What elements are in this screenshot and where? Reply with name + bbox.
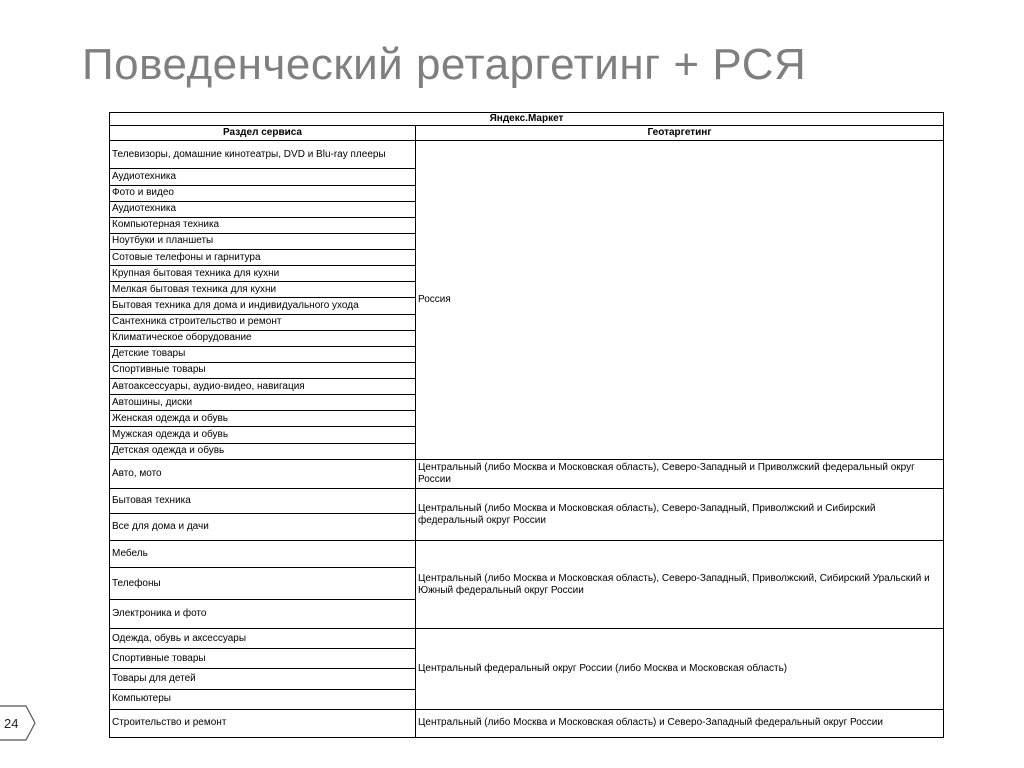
geo-cell: Центральный (либо Москва и Московская область) и Северо-Западный федеральный округ России <box>416 709 944 737</box>
column-header-geo: Геотаргетинг <box>416 126 944 141</box>
table-row: Телефоны <box>110 568 416 599</box>
geo-cell: Россия <box>416 141 944 459</box>
table-top-header: Яндекс.Маркет <box>110 113 944 126</box>
table-row: Женская одежда и обувь <box>110 411 416 427</box>
table-row: Строительство и ремонт <box>110 709 416 737</box>
geo-cell: Центральный федеральный округ России (либо Москва и Московская область) <box>416 628 944 709</box>
slide-title: Поведенческий ретаргетинг + РСЯ <box>82 40 807 89</box>
table-row: Бытовая техника для дома и индивидуального ухода <box>110 298 416 314</box>
table-row: Авто, мото <box>110 459 416 488</box>
table-row: Бытовая техника <box>110 488 416 513</box>
table-row: Все для дома и дачи <box>110 514 416 541</box>
table-row: Аудиотехника <box>110 169 416 185</box>
table-row: Компьютеры <box>110 690 416 709</box>
table-row: Детские товары <box>110 346 416 362</box>
table-row: Крупная бытовая техника для кухни <box>110 266 416 282</box>
column-header-section: Раздел сервиса <box>110 126 416 141</box>
table-row: Детская одежда и обувь <box>110 443 416 459</box>
retargeting-table <box>109 112 944 738</box>
table-row: Товары для детей <box>110 669 416 690</box>
table-row: Аудиотехника <box>110 201 416 217</box>
table-row: Климатическое оборудование <box>110 330 416 346</box>
geo-cell: Центральный (либо Москва и Московская область), Северо-Западный, Приволжский, Сибирский Уральский и Южный федеральный округ России <box>416 541 944 629</box>
table-row: Мебель <box>110 541 416 568</box>
table-row: Одежда, обувь и аксессуары <box>110 628 416 648</box>
table-row: Автоаксессуары, аудио-видео, навигация <box>110 379 416 395</box>
table-row: Ноутбуки и планшеты <box>110 233 416 249</box>
table-row: Спортивные товары <box>110 362 416 378</box>
geo-cell: Центральный (либо Москва и Московская область), Северо-Западный, Приволжский и Сибирский федеральный округ России <box>416 488 944 540</box>
table-row: Электроника и фото <box>110 599 416 628</box>
table-row: Спортивные товары <box>110 649 416 669</box>
table-row: Мелкая бытовая техника для кухни <box>110 282 416 298</box>
table-row: Автошины, диски <box>110 395 416 411</box>
table-row: Сотовые телефоны и гарнитура <box>110 250 416 266</box>
table-row: Фото и видео <box>110 185 416 201</box>
page-number: 24 <box>4 716 19 731</box>
table-row: Сантехника строительство и ремонт <box>110 314 416 330</box>
table-row: Компьютерная техника <box>110 217 416 233</box>
table-row: Мужская одежда и обувь <box>110 427 416 443</box>
geo-cell: Центральный (либо Москва и Московская область), Северо-Западный и Приволжский федеральный округ России <box>416 459 944 488</box>
table-row: Телевизоры, домашние кинотеатры, DVD и Blu-ray плееры <box>110 141 416 169</box>
